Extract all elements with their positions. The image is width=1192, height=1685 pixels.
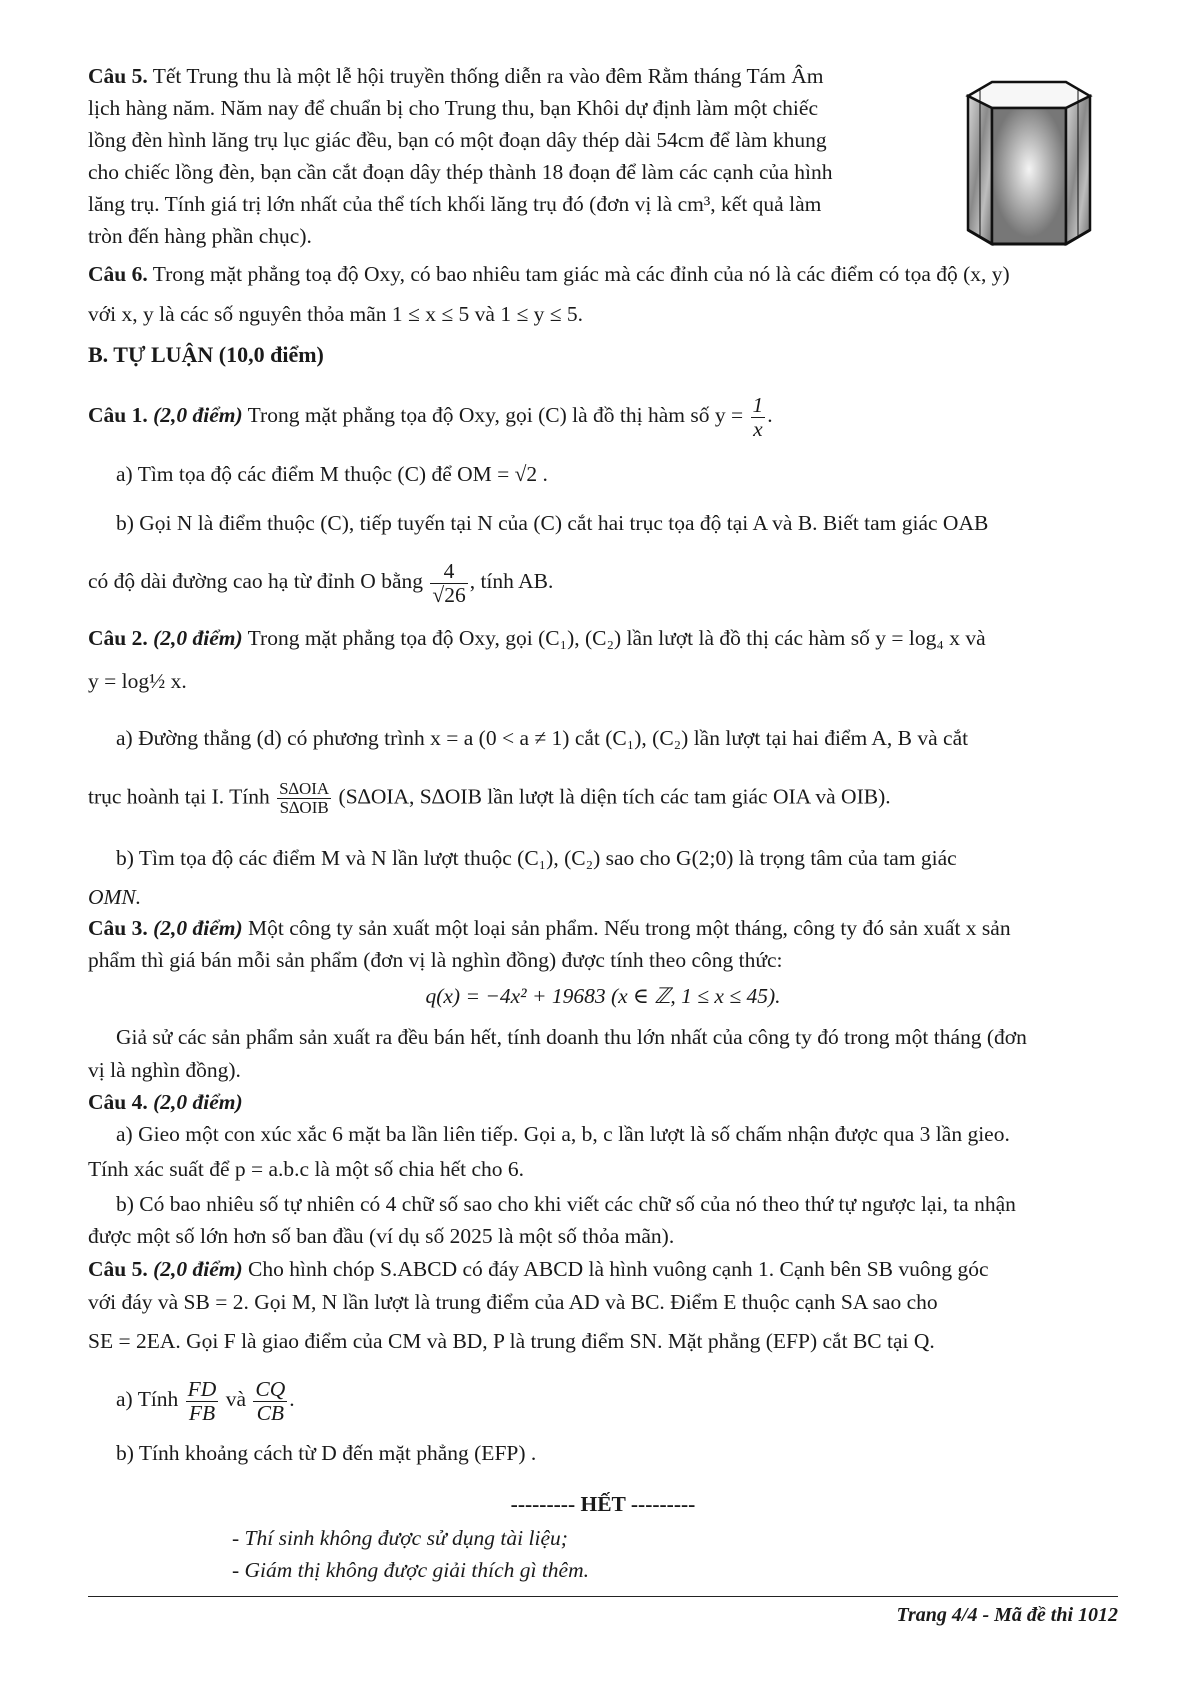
text-line: OMN. — [88, 885, 142, 909]
part-b: b) Có bao nhiêu số tự nhiên có 4 chữ số sao cho khi viết các chữ số của nó theo thứ tự ngược lại, ta nhận — [116, 1192, 1016, 1216]
text-line: được một số lớn hơn số ban đầu (ví dụ số 2025 là một số thỏa mãn). — [88, 1224, 675, 1248]
end-marker: --------- HẾT --------- — [510, 1492, 696, 1516]
text-line: lồng đèn hình lăng trụ lục giác đều, bạn có một đoạn dây thép dài 54cm để làm khung — [88, 128, 827, 152]
part-a: a) Gieo một con xúc xắc 6 mặt ba lần liên tiếp. Gọi a, b, c lần lượt là số chấm nhận được qua 3 lần gieo. — [116, 1122, 1010, 1146]
text-line: (S∆OIA, S∆OIB lần lượt là diện tích các tam giác OIA và OIB). — [333, 784, 891, 809]
hexagonal-lantern-image — [958, 78, 1100, 256]
question-points: (2,0 điểm) — [153, 403, 243, 427]
text-line: Một công ty sản xuất một loại sản phẩm. Nếu trong một tháng, công ty đó sản xuất x sản — [248, 916, 1011, 940]
question-points: (2,0 điểm) — [153, 1090, 243, 1114]
text-line: Tết Trung thu là một lễ hội truyền thống diễn ra vào đêm Rằm tháng Tám Âm — [152, 64, 824, 88]
fraction: $\frac{4}{√26}$ — [432, 559, 466, 607]
text-line: y = log½ x. — [88, 669, 187, 693]
text-line: Trong mặt phẳng tọa độ Oxy, gọi (C) là đồ thị hàm số y = — [247, 403, 749, 427]
text-line: tròn đến hàng phần chục). — [88, 224, 312, 248]
question-points: (2,0 điểm) — [153, 626, 243, 650]
fraction: $\frac{\text{S∆OIA}}{\text{S∆OIB}}$ — [279, 779, 330, 817]
question-points: (2,0 điểm) — [153, 1257, 243, 1281]
text-line: lăng trụ. Tính giá trị lớn nhất của thể tích khối lăng trụ đó (đơn vị là cm³, kết quả làm — [88, 192, 822, 216]
part-a: a) Tìm tọa độ các điểm M thuộc (C) để OM = √2 . — [116, 462, 548, 486]
question-label: Câu 1. — [88, 403, 148, 427]
question-label: Câu 6. — [88, 262, 148, 286]
text-line: cho chiếc lồng đèn, bạn cần cắt đoạn dây thép thành 18 đoạn để làm các cạnh của hình — [88, 160, 833, 184]
question-points: (2,0 điểm) — [153, 916, 243, 940]
fraction: $\frac{CQ}{CB}$ — [255, 1377, 286, 1425]
part-a: a) Tính — [116, 1387, 179, 1411]
footer-rule — [88, 1596, 1118, 1597]
text-line: lịch hàng năm. Năm nay để chuẩn bị cho Trung thu, bạn Khôi dự định làm một chiếc — [88, 96, 818, 120]
question-label: Câu 5. — [88, 64, 148, 88]
text-line: vị là nghìn đồng). — [88, 1058, 241, 1082]
formula: q(x) = −4x² + 19683 (x ∈ ℤ, 1 ≤ x ≤ 45). — [425, 984, 781, 1008]
fraction: $\frac{FD}{FB}$ — [187, 1377, 217, 1425]
part-b: b) Tính khoảng cách từ D đến mặt phẳng (EFP) . — [116, 1441, 537, 1465]
text-line: SE = 2EA. Gọi F là giao điểm của CM và BD, P là trung điểm SN. Mặt phẳng (EFP) cắt BC tại Q. — [88, 1329, 935, 1353]
part-a: a) Đường thẳng (d) có phương trình x = a (0 < a ≠ 1) cắt (C₁), (C₂) lần lượt tại hai điểm A, B và cắt — [116, 726, 969, 750]
question-label: Câu 5. — [88, 1257, 148, 1281]
text-line: phẩm thì giá bán mỗi sản phẩm (đơn vị là nghìn đồng) được tính theo công thức: — [88, 948, 783, 972]
section-title: B. TỰ LUẬN (10,0 điểm) — [88, 342, 324, 367]
text-line: và — [225, 1387, 247, 1411]
text-line: với x, y là các số nguyên thỏa mãn 1 ≤ x ≤ 5 và 1 ≤ y ≤ 5. — [88, 302, 584, 326]
text-line: trục hoành tại I. Tính — [88, 784, 270, 809]
text-line: với đáy và SB = 2. Gọi M, N lần lượt là trung điểm của AD và BC. Điểm E thuộc cạnh SA sao cho — [88, 1290, 938, 1314]
question-label: Câu 2. — [88, 626, 148, 650]
text-line: có độ dài đường cao hạ từ đỉnh O bằng — [88, 569, 424, 593]
text-line: Trong mặt phẳng toạ độ Oxy, có bao nhiêu tam giác mà các đỉnh của nó là các điểm có tọa độ (x, y) — [152, 262, 1010, 286]
fraction: $\frac{1}{x}$ — [752, 393, 764, 441]
question-label: Câu 3. — [88, 916, 148, 940]
text-line: Trong mặt phẳng tọa độ Oxy, gọi (C₁), (C₂) lần lượt là đồ thị các hàm số y = log₄ x và — [247, 626, 986, 650]
part-b: b) Tìm tọa độ các điểm M và N lần lượt thuộc (C₁), (C₂) sao cho G(2;0) là trọng tâm của tam giác — [116, 846, 957, 870]
text-line: , tính AB. — [469, 569, 554, 593]
part-b: b) Gọi N là điểm thuộc (C), tiếp tuyến tại N của (C) cắt hai trục tọa độ tại A và B. Biết tam giác OAB — [116, 511, 989, 535]
question-label: Câu 4. — [88, 1090, 148, 1114]
note: - Thí sinh không được sử dụng tài liệu; — [232, 1526, 568, 1550]
note: - Giám thị không được giải thích gì thêm. — [232, 1558, 589, 1582]
page-footer: Trang 4/4 - Mã đề thi 1012 — [896, 1604, 1118, 1626]
text-line: Giả sử các sản phẩm sản xuất ra đều bán hết, tính doanh thu lớn nhất của công ty đó trong một tháng (đơn — [116, 1025, 1027, 1049]
text-line: Tính xác suất để p = a.b.c là một số chia hết cho 6. — [88, 1157, 525, 1181]
text-line: Cho hình chóp S.ABCD có đáy ABCD là hình vuông cạnh 1. Cạnh bên SB vuông góc — [248, 1257, 989, 1281]
